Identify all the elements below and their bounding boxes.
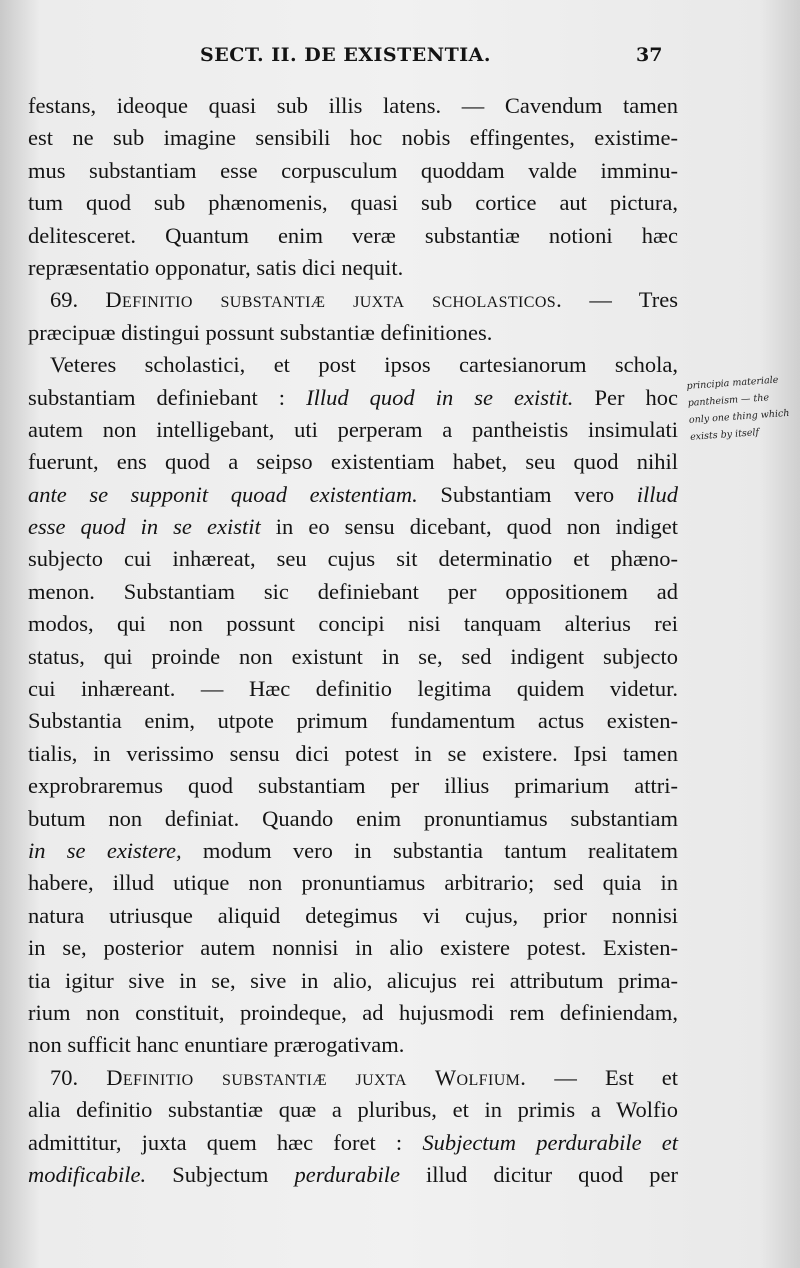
text-run: Per hoc: [573, 384, 679, 410]
margin-note-line: exists by itself: [689, 427, 760, 443]
text-line: autem non intelligebant, uti perperam a pantheistis insimulati: [28, 416, 678, 442]
text-line: præcipuæ distingui possunt substantiæ definitiones.: [28, 319, 493, 345]
text-line: tialis, in verissimo sensu dici potest in se existere. Ipsi tamen: [28, 740, 678, 766]
text-run: — Tres: [562, 287, 678, 313]
text-line: repræsentatio opponatur, satis dici nequit.: [28, 254, 404, 280]
section-number: 70.: [50, 1064, 107, 1090]
section-number: 69.: [50, 287, 106, 313]
text-line: fuerunt, ens quod a seipso existentiam habet, seu quod nihil: [28, 449, 678, 475]
text-line: delitesceret. Quantum enim veræ substantiæ notioni hæc: [28, 222, 678, 248]
text-run: admittitur, juxta quem hæc foret :: [28, 1129, 423, 1155]
italic-run: illud: [636, 481, 678, 507]
text-line: natura utriusque aliquid detegimus vi cujus, prior nonnisi: [28, 902, 678, 928]
margin-note-line: only one thing which: [688, 407, 790, 426]
text-line: mus substantiam esse corpusculum quoddam valde imminu-: [28, 157, 678, 183]
text-line: [28, 479, 678, 511]
text-line: status, qui proinde non existunt in se, sed indigent subjecto: [28, 643, 678, 669]
italic-run: ante se supponit quoad existentiam.: [28, 481, 418, 507]
text-run: Subjectum: [146, 1161, 295, 1187]
text-line: [28, 382, 678, 414]
margin-note-line: pantheism — the: [687, 392, 770, 409]
text-line: est ne sub imagine sensibili hoc nobis effingentes, existime-: [28, 125, 678, 151]
text-run: — Est et: [526, 1064, 678, 1090]
text-line: [28, 511, 678, 543]
text-line: non sufficit hanc enuntiare prærogativam.: [28, 1032, 405, 1058]
section-heading-70: [28, 1062, 678, 1094]
section-title: Definitio substantiæ juxta Wolfium.: [106, 1064, 527, 1090]
text-line: menon. Substantiam sic definiebant per oppositionem ad: [28, 578, 678, 604]
italic-run: esse quod in se existit: [28, 514, 261, 540]
text-run: substantiam definiebant :: [28, 384, 307, 410]
text-line: Substantia enim, utpote primum fundamentum actus existen-: [28, 708, 678, 734]
text-line: festans, ideoque quasi sub illis latens. — Cavendum tamen: [28, 93, 678, 118]
text-run: modum vero in substantia tantum realitatem: [181, 837, 678, 863]
section-title: Definitio substantiæ juxta scholasticos.: [105, 287, 563, 313]
text-line: [28, 1127, 678, 1159]
text-run: Substantiam vero: [417, 481, 637, 507]
body-text: [28, 90, 678, 1191]
running-head: SECT. II. DE EXISTENTIA.: [200, 44, 492, 66]
text-line: exprobraremus quod substantiam per illius primarium attri-: [28, 773, 678, 799]
text-line: subjecto cui inhæreat, seu cujus sit determinatio et phæno-: [28, 546, 678, 572]
italic-run: Illud quod in se existit.: [306, 384, 574, 410]
text-line: Veteres scholastici, et post ipsos cartesianorum schola,: [50, 352, 678, 378]
text-line: alia definitio substantiæ quæ a pluribus, et in primis a Wolfio: [28, 1097, 678, 1123]
text-line: in se, posterior autem nonnisi in alio existere potest. Existen-: [28, 935, 678, 961]
italic-run: in se existere,: [28, 837, 182, 863]
text-run: in eo sensu dicebant, quod non indiget: [260, 514, 678, 540]
text-line: tia igitur sive in se, sive in alio, alicujus rei attributum prima-: [28, 967, 678, 993]
italic-run: Subjectum perdurabile et: [422, 1129, 678, 1155]
handwritten-margin-note: [686, 370, 800, 446]
text-line: [28, 1159, 678, 1191]
text-run: illud dicitur quod per: [399, 1161, 678, 1187]
text-line: rium non constituit, proindeque, ad hujusmodi rem definiendam,: [28, 999, 678, 1025]
italic-run: perdurabile: [294, 1161, 400, 1187]
text-line: modos, qui non possunt concipi nisi tanquam alterius rei: [28, 611, 678, 637]
text-line: tum quod sub phænomenis, quasi sub cortice aut pictura,: [28, 190, 678, 216]
italic-run: modificabile.: [28, 1161, 147, 1187]
text-line: habere, illud utique non pronuntiamus arbitrario; sed quia in: [28, 870, 678, 896]
page-number: 37: [636, 44, 663, 66]
margin-note-line: principia materiale: [686, 374, 779, 392]
text-line: [28, 835, 678, 867]
section-heading-69: [28, 284, 678, 316]
text-line: butum non definiat. Quando enim pronuntiamus substantiam: [28, 805, 678, 831]
page-header: [0, 40, 800, 80]
text-line: cui inhæreant. — Hæc definitio legitima quidem videtur.: [28, 676, 678, 702]
